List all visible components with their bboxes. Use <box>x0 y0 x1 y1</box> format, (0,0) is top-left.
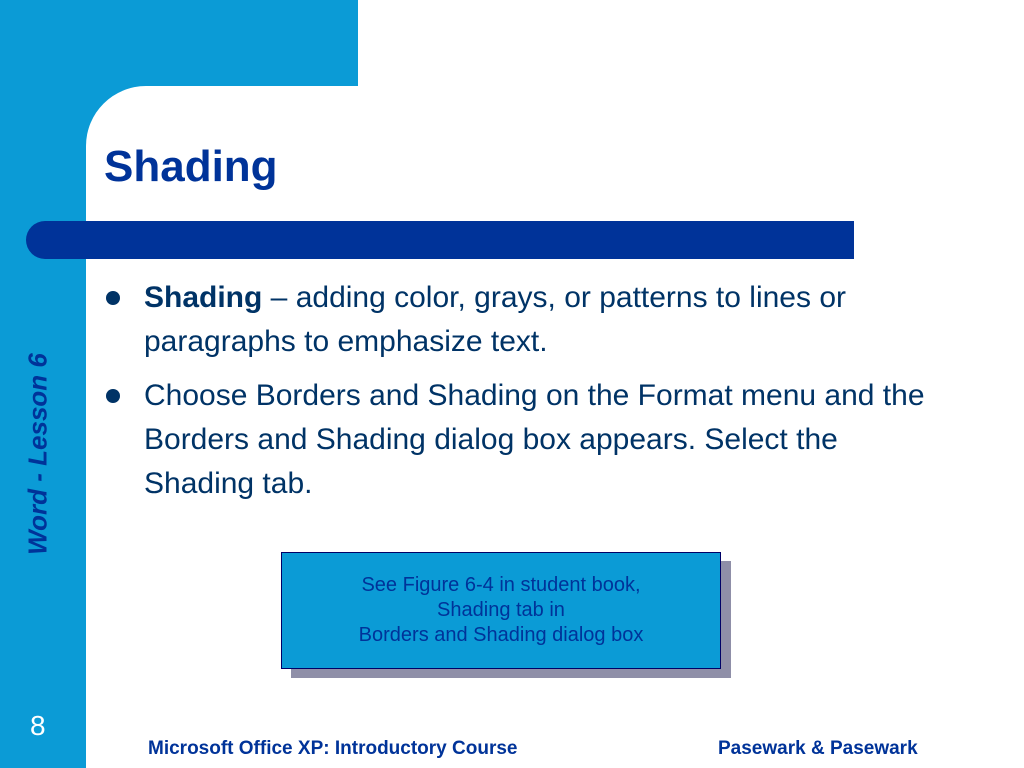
bullet-list <box>106 276 946 516</box>
bullet-dot-icon <box>106 291 120 305</box>
bullet-text: – adding color, grays, or patterns to lines or paragraphs to emphasize text. <box>144 281 846 358</box>
bullet-item <box>106 276 946 364</box>
bullet-item <box>106 374 946 506</box>
bullet-dot-icon <box>106 389 120 403</box>
bullet-term: Shading <box>144 281 263 314</box>
top-frame-block <box>0 0 358 86</box>
slide-title: Shading <box>104 142 278 191</box>
figure-note-box <box>281 552 721 669</box>
bullet-text: Choose Borders and Shading on the Format menu and the Borders and Shading dialog box appears. Select the Shading tab. <box>144 379 925 500</box>
figure-note-line: See Figure 6-4 in student book, <box>361 574 641 596</box>
footer-course: Microsoft Office XP: Introductory Course <box>148 738 518 759</box>
title-rule-bar <box>26 221 854 259</box>
footer-authors: Pasewark & Pasewark <box>718 738 918 759</box>
slide-number: 8 <box>30 710 46 741</box>
figure-note-line: Shading tab in <box>437 599 565 621</box>
side-lesson-label: Word - Lesson 6 <box>22 353 53 555</box>
figure-note-line: Borders and Shading dialog box <box>358 624 644 646</box>
